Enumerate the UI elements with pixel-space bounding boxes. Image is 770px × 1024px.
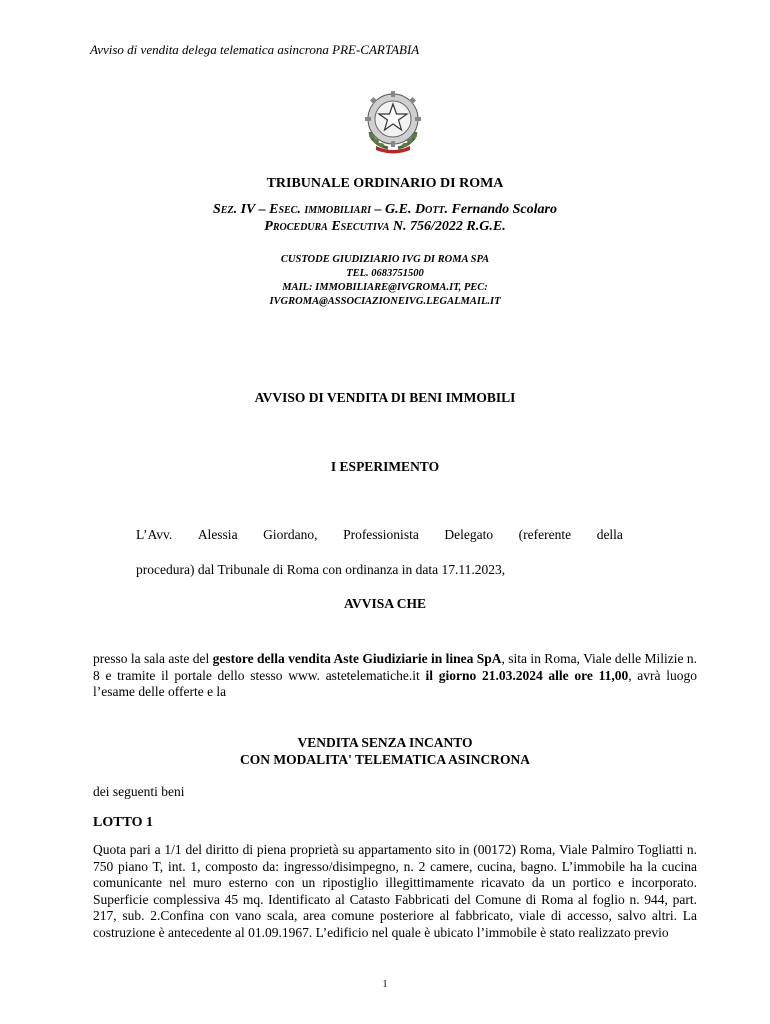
delegate-word: Professionista bbox=[343, 527, 419, 542]
procedure-number: N. 756/2022 R.G.E. bbox=[392, 219, 506, 234]
delegate-line bbox=[136, 527, 623, 543]
delegate-word: Alessia bbox=[197, 527, 238, 542]
custodian-mail: MAIL: IMMOBILIARE@IVGROMA.IT, PEC: bbox=[282, 282, 488, 293]
procedure-number-line bbox=[0, 219, 770, 235]
sale-type-line1: VENDITA SENZA INCANTO bbox=[297, 735, 473, 750]
document-title: AVVISO DI VENDITA DI BENI IMMOBILI bbox=[254, 390, 516, 405]
custodian-phone: TEL. 0683751500 bbox=[346, 268, 424, 279]
delegate-word: L’Avv. bbox=[136, 527, 173, 542]
judge-name: Fernando Scolaro bbox=[451, 202, 557, 217]
emblem-icon bbox=[358, 86, 428, 156]
delegate-word: (referente bbox=[518, 527, 572, 542]
procedure-prefix: Procedura Esecutiva bbox=[264, 219, 390, 234]
sale-text-2: , sita in Roma, Viale delle Milizie n. 8 e tramite il portale dello stesso www. astetelematiche.it bbox=[93, 651, 697, 683]
avvisa-heading: AVVISA CHE bbox=[344, 596, 426, 611]
sale-text-3: , avrà luogo l’esame delle offerte e la bbox=[93, 667, 698, 699]
running-header: Avviso di vendita delega telematica asincrona PRE-CARTABIA bbox=[90, 42, 420, 57]
custodian-name: CUSTODE GIUDIZIARIO IVG DI ROMA SPA bbox=[280, 254, 490, 265]
procedure-line: procedura) dal Tribunale di Roma con ordinanza in data 17.11.2023, bbox=[136, 562, 506, 577]
sale-manager: gestore della vendita Aste Giudiziarie in linea SpA bbox=[212, 651, 502, 666]
custodian-pec: IVGROMA@ASSOCIAZIONEIVG.LEGALMAIL.IT bbox=[269, 296, 501, 307]
goods-intro: dei seguenti beni bbox=[93, 784, 185, 799]
delegate-word: Giordano, bbox=[263, 527, 318, 542]
section-line bbox=[0, 202, 770, 218]
sale-text-1: presso la sala aste del bbox=[93, 651, 213, 666]
section-prefix: Sez. IV – Esec. immobiliari – G.E. Dott. bbox=[213, 202, 449, 217]
court-name: TRIBUNALE ORDINARIO DI ROMA bbox=[266, 176, 504, 191]
sale-type-line2: CON MODALITA' TELEMATICA ASINCRONA bbox=[240, 751, 530, 767]
delegate-word: Delegato bbox=[444, 527, 494, 542]
delegate-word: della bbox=[596, 527, 623, 542]
page-number: 1 bbox=[382, 979, 388, 990]
sale-date: il giorno 21.03.2024 alle ore 11,00 bbox=[425, 667, 629, 683]
experiment-label: I ESPERIMENTO bbox=[330, 459, 440, 474]
sale-type-heading bbox=[0, 735, 770, 768]
sale-paragraph bbox=[93, 651, 697, 701]
lot-description: Quota pari a 1/1 del diritto di piena proprietà su appartamento sito in (00172) Roma, Viale Palmiro Togliatti n. 750 piano T, int. 1, composto da: ingresso/disimpegno, n. 2 camere, cucina, bagno. L’immobile ha la cucina comunicante nel muro esterno con un ripostiglio illegittimamente ricavato da un portico e incorporato. Superficie complessiva 45 mq. Identificato al Catasto Fabbricati del Comune di Roma al foglio n. 944, part. 217, sub. 2.Confina con vano scala, area comune posteriore al fabbricato, viale di accesso, salvo altri. La costruzione è antecedente al 01.09.1967. L’edificio nel quale è ubicato l’immobile è stato realizzato previo bbox=[93, 842, 697, 940]
lot-heading: LOTTO 1 bbox=[93, 815, 154, 830]
